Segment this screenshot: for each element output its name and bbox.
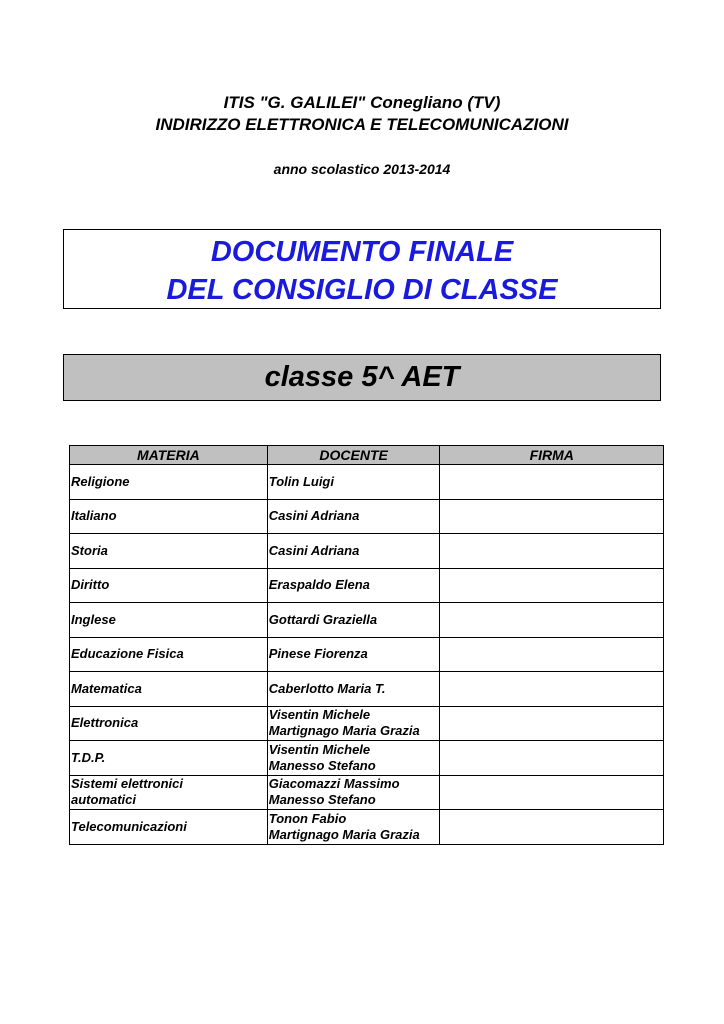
materia-line: Telecomunicazioni <box>71 818 187 834</box>
docente-line: Manesso Stefano <box>268 792 376 808</box>
docente-cell <box>267 741 440 776</box>
docente-line: Visentin Michele <box>268 741 371 757</box>
table-row <box>70 637 664 672</box>
materia-line: Educazione Fisica <box>71 646 184 662</box>
materia-line: Italiano <box>71 508 117 524</box>
materia-cell <box>70 637 268 672</box>
materia-cell <box>70 775 268 810</box>
materia-cell <box>70 741 268 776</box>
signature-cell[interactable] <box>440 499 664 534</box>
document-title-line2: DEL CONSIGLIO DI CLASSE <box>166 274 558 306</box>
materia-line: Inglese <box>71 611 116 627</box>
school-header <box>0 92 724 136</box>
school-year: anno scolastico 2013-2014 <box>273 161 451 177</box>
docente-cell <box>267 672 440 707</box>
materia-cell <box>70 706 268 741</box>
materia-cell <box>70 534 268 569</box>
materia-line: Religione <box>71 473 130 489</box>
docente-line: Giacomazzi Massimo <box>268 776 400 792</box>
docente-cell <box>267 534 440 569</box>
table-row <box>70 775 664 810</box>
materia-line: Storia <box>71 542 108 558</box>
materia-line: Sistemi elettronici <box>71 776 183 792</box>
subjects-table <box>69 445 664 845</box>
column-header-materia: MATERIA <box>70 446 268 465</box>
materia-cell <box>70 499 268 534</box>
docente-line: Martignago Maria Grazia <box>268 723 420 739</box>
docente-line: Casini Adriana <box>268 508 360 524</box>
materia-line: Matematica <box>71 680 142 696</box>
signature-cell[interactable] <box>440 672 664 707</box>
table-row <box>70 672 664 707</box>
signature-cell[interactable] <box>440 465 664 500</box>
docente-line: Eraspaldo Elena <box>268 577 370 593</box>
docente-line: Gottardi Graziella <box>268 611 378 627</box>
docente-line: Casini Adriana <box>268 542 360 558</box>
table-row <box>70 534 664 569</box>
materia-line: Diritto <box>71 577 110 593</box>
table-row <box>70 499 664 534</box>
docente-line: Visentin Michele <box>268 707 371 723</box>
signature-cell[interactable] <box>440 534 664 569</box>
document-title-box <box>63 229 661 309</box>
materia-cell <box>70 810 268 845</box>
signature-cell[interactable] <box>440 775 664 810</box>
docente-cell <box>267 637 440 672</box>
docente-cell <box>267 568 440 603</box>
materia-cell <box>70 672 268 707</box>
docente-cell <box>267 499 440 534</box>
docente-line: Tolin Luigi <box>268 473 334 489</box>
docente-cell <box>267 465 440 500</box>
column-header-docente: DOCENTE <box>267 446 440 465</box>
materia-cell <box>70 568 268 603</box>
class-label-box <box>63 354 661 401</box>
docente-line: Manesso Stefano <box>268 757 376 773</box>
document-title-line1: DOCUMENTO FINALE <box>210 236 514 268</box>
materia-cell <box>70 603 268 638</box>
signature-cell[interactable] <box>440 637 664 672</box>
table-row <box>70 810 664 845</box>
materia-cell <box>70 465 268 500</box>
docente-cell <box>267 775 440 810</box>
signature-cell[interactable] <box>440 741 664 776</box>
signature-cell[interactable] <box>440 603 664 638</box>
materia-line: Elettronica <box>71 715 139 731</box>
materia-line: T.D.P. <box>71 749 106 765</box>
table-row <box>70 741 664 776</box>
table-row <box>70 465 664 500</box>
table-row <box>70 568 664 603</box>
signature-cell[interactable] <box>440 706 664 741</box>
docente-cell <box>267 706 440 741</box>
school-name: ITIS "G. GALILEI" Conegliano (TV) <box>223 93 501 112</box>
docente-cell <box>267 603 440 638</box>
column-header-firma: FIRMA <box>440 446 664 465</box>
table-header-row <box>70 446 664 465</box>
materia-line: automatici <box>71 792 137 808</box>
table-row <box>70 603 664 638</box>
docente-line: Martignago Maria Grazia <box>268 826 420 842</box>
docente-line: Caberlotto Maria T. <box>268 680 386 696</box>
class-label: classe 5^ AET <box>264 361 460 393</box>
docente-line: Tonon Fabio <box>268 810 347 826</box>
signature-cell[interactable] <box>440 810 664 845</box>
table-row <box>70 706 664 741</box>
docente-cell <box>267 810 440 845</box>
docente-line: Pinese Fiorenza <box>268 646 368 662</box>
signature-cell[interactable] <box>440 568 664 603</box>
course-name: INDIRIZZO ELETTRONICA E TELECOMUNICAZIONI <box>155 115 569 134</box>
